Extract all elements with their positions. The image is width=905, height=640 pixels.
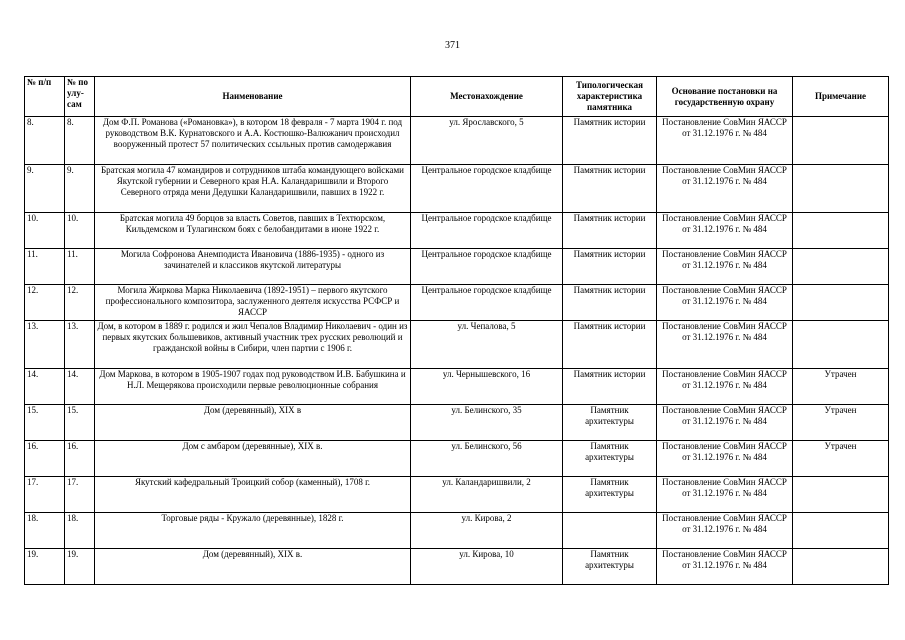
header-location: Местонахождение	[411, 77, 563, 117]
cell-location: ул. Каландаришвили, 2	[411, 477, 563, 513]
cell-np: 9.	[25, 165, 65, 213]
cell-np: 12.	[25, 285, 65, 321]
cell-type: Памятник архитектуры	[563, 549, 657, 585]
cell-note	[793, 117, 889, 165]
cell-location: Центральное городское кладбище	[411, 285, 563, 321]
cell-note	[793, 321, 889, 369]
header-np: № п/п	[25, 77, 65, 117]
cell-basis: Постановление СовМин ЯАССР от 31.12.1976 г. № 484	[657, 405, 793, 441]
table-row	[25, 441, 889, 477]
cell-note: Утрачен	[793, 441, 889, 477]
cell-type: Памятник истории	[563, 249, 657, 285]
cell-np: 11.	[25, 249, 65, 285]
cell-name: Могила Жиркова Марка Николаевича (1892-1951) – первого якутского профессионального композитора, заслуженного деятеля искусства РСФСР и ЯАССР	[95, 285, 411, 321]
cell-type: Памятник истории	[563, 285, 657, 321]
cell-basis: Постановление СовМин ЯАССР от 31.12.1976 г. № 484	[657, 369, 793, 405]
cell-location: Центральное городское кладбище	[411, 213, 563, 249]
monuments-table	[24, 76, 889, 585]
cell-location: ул. Чепалова, 5	[411, 321, 563, 369]
cell-note	[793, 513, 889, 549]
table-row	[25, 117, 889, 165]
cell-location: ул. Кирова, 2	[411, 513, 563, 549]
cell-location: Центральное городское кладбище	[411, 249, 563, 285]
cell-name: Могила Софронова Анемподиста Ивановича (1886-1935) - одного из зачинателей и классиков якутской литературы	[95, 249, 411, 285]
cell-basis: Постановление СовМин ЯАССР от 31.12.1976 г. № 484	[657, 513, 793, 549]
cell-basis: Постановление СовМин ЯАССР от 31.12.1976 г. № 484	[657, 249, 793, 285]
cell-np: 17.	[25, 477, 65, 513]
cell-name: Якутский кафедральный Троицкий собор (каменный), 1708 г.	[95, 477, 411, 513]
cell-location: ул. Кирова, 10	[411, 549, 563, 585]
cell-location: ул. Белинского, 35	[411, 405, 563, 441]
cell-basis: Постановление СовМин ЯАССР от 31.12.1976 г. № 484	[657, 441, 793, 477]
cell-nulus: 11.	[65, 249, 95, 285]
cell-np: 16.	[25, 441, 65, 477]
cell-note	[793, 477, 889, 513]
cell-np: 10.	[25, 213, 65, 249]
cell-name: Торговые ряды - Кружало (деревянные), 1828 г.	[95, 513, 411, 549]
cell-np: 14.	[25, 369, 65, 405]
cell-name: Дом Ф.П. Романова («Романовка»), в котором 18 февраля - 7 марта 1904 г. под руководством В.К. Курнатовского и А.А. Костюшко-Валюжанич происходил вооруженный протест 57 политических ссыльных против самодержавия	[95, 117, 411, 165]
table-row	[25, 369, 889, 405]
cell-note	[793, 549, 889, 585]
cell-type: Памятник истории	[563, 213, 657, 249]
table-row	[25, 405, 889, 441]
header-type: Типологическая характеристика памятника	[563, 77, 657, 117]
cell-nulus: 12.	[65, 285, 95, 321]
cell-type: Памятник истории	[563, 165, 657, 213]
cell-type: Памятник истории	[563, 117, 657, 165]
cell-nulus: 10.	[65, 213, 95, 249]
cell-type: Памятник архитектуры	[563, 405, 657, 441]
page-number: 371	[445, 40, 460, 51]
table-row	[25, 321, 889, 369]
cell-note	[793, 213, 889, 249]
cell-location: ул. Ярославского, 5	[411, 117, 563, 165]
cell-np: 19.	[25, 549, 65, 585]
cell-nulus: 19.	[65, 549, 95, 585]
cell-nulus: 15.	[65, 405, 95, 441]
cell-np: 8.	[25, 117, 65, 165]
cell-np: 15.	[25, 405, 65, 441]
cell-location: ул. Белинского, 56	[411, 441, 563, 477]
cell-basis: Постановление СовМин ЯАССР от 31.12.1976 г. № 484	[657, 165, 793, 213]
cell-type: Памятник архитектуры	[563, 477, 657, 513]
cell-nulus: 16.	[65, 441, 95, 477]
cell-note	[793, 285, 889, 321]
cell-nulus: 17.	[65, 477, 95, 513]
cell-note	[793, 249, 889, 285]
table-row	[25, 549, 889, 585]
cell-location: Центральное городское кладбище	[411, 165, 563, 213]
cell-np: 18.	[25, 513, 65, 549]
header-basis: Основание постановки на государственную охрану	[657, 77, 793, 117]
cell-name: Дом Маркова, в котором в 1905-1907 годах под руководством И.В. Бабушкина и Н.Л. Мещерякова происходили первые революционные собрания	[95, 369, 411, 405]
table-row	[25, 165, 889, 213]
cell-type: Памятник истории	[563, 369, 657, 405]
header-nulus: № по улу-сам	[65, 77, 95, 117]
table-row	[25, 285, 889, 321]
cell-basis: Постановление СовМин ЯАССР от 31.12.1976 г. № 484	[657, 321, 793, 369]
table-row	[25, 249, 889, 285]
table-header-row	[25, 77, 889, 117]
cell-basis: Постановление СовМин ЯАССР от 31.12.1976 г. № 484	[657, 285, 793, 321]
cell-name: Дом (деревянный), XIX в	[95, 405, 411, 441]
cell-location: ул. Чернышевского, 16	[411, 369, 563, 405]
cell-np: 13.	[25, 321, 65, 369]
cell-nulus: 9.	[65, 165, 95, 213]
cell-note	[793, 165, 889, 213]
cell-basis: Постановление СовМин ЯАССР от 31.12.1976 г. № 484	[657, 213, 793, 249]
cell-note: Утрачен	[793, 405, 889, 441]
table-row	[25, 213, 889, 249]
cell-note: Утрачен	[793, 369, 889, 405]
cell-name: Дом с амбаром (деревянные), XIX в.	[95, 441, 411, 477]
header-name: Наименование	[95, 77, 411, 117]
cell-type	[563, 513, 657, 549]
cell-name: Дом, в котором в 1889 г. родился и жил Чепалов Владимир Николаевич - один из первых якутских большевиков, активный участник трех русских революций и гражданской войны в Сибири, член партии с 1906 г.	[95, 321, 411, 369]
cell-name: Братская могила 47 командиров и сотрудников штаба командующего войсками Якутской губернии и Северного края Н.А. Каландаришвили и Второго Северного отряда мени Дедушки Каландаришвили, павших в 1922 г.	[95, 165, 411, 213]
cell-name: Дом (деревянный), XIX в.	[95, 549, 411, 585]
table-row	[25, 477, 889, 513]
cell-basis: Постановление СовМин ЯАССР от 31.12.1976 г. № 484	[657, 549, 793, 585]
cell-basis: Постановление СовМин ЯАССР от 31.12.1976 г. № 484	[657, 477, 793, 513]
cell-nulus: 18.	[65, 513, 95, 549]
cell-basis: Постановление СовМин ЯАССР от 31.12.1976 г. № 484	[657, 117, 793, 165]
cell-nulus: 8.	[65, 117, 95, 165]
cell-type: Памятник истории	[563, 321, 657, 369]
table-row	[25, 513, 889, 549]
cell-nulus: 14.	[65, 369, 95, 405]
cell-name: Братская могила 49 борцов за власть Советов, павших в Техтюрском, Кильдемском и Тулагинском боях с белобандитами в июне 1922 г.	[95, 213, 411, 249]
cell-nulus: 13.	[65, 321, 95, 369]
cell-type: Памятник архитектуры	[563, 441, 657, 477]
header-note: Примечание	[793, 77, 889, 117]
